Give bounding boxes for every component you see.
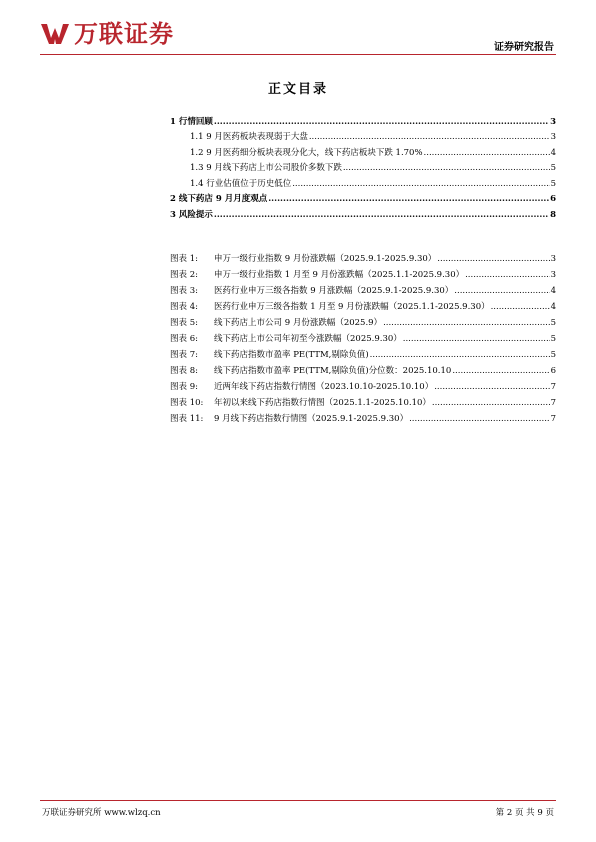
toc-item-page: 3 [550,116,556,127]
toc-item-label: 2 线下药店 9 月月度观点 [170,194,268,204]
figure-page: 4 [550,286,556,296]
report-type-label: 证券研究报告 [494,42,554,53]
brand-name: 万联证券 [74,20,174,48]
leader-dots [370,350,550,360]
figure-number: 图表 7: [170,350,198,360]
figure-number: 图表 8: [170,366,198,376]
toc-item-label: 1.2 9 月医药细分板块表现分化大，线下药店板块下跌 1.70% [190,147,423,158]
toc-item[interactable] [170,189,556,205]
figure-list [170,248,556,424]
brand-logo [40,22,174,46]
leader-dots [403,334,550,344]
figure-page: 7 [550,414,556,424]
leader-dots [409,414,549,424]
figure-page: 4 [550,302,556,312]
leader-dots [424,148,550,158]
figure-number: 图表 9: [170,382,198,392]
toc-item-label: 1.3 9 月线下药店上市公司股价多数下跌 [190,163,342,173]
figure-item[interactable] [170,376,556,392]
toc-item-label: 1.1 9 月医药板块表现弱于大盘 [190,132,308,142]
figure-title: 近两年线下药店指数行情图（2023.10.10-2025.10.10） [214,382,434,392]
page-header [0,0,596,60]
leader-dots [343,163,550,173]
figure-page: 3 [550,254,556,264]
figure-item[interactable] [170,344,556,360]
figure-page: 7 [550,382,556,392]
figure-page: 6 [550,366,556,376]
figure-item[interactable] [170,280,556,296]
leader-dots [268,194,549,204]
figure-item[interactable] [170,248,556,264]
figure-page: 5 [550,334,556,344]
figure-title: 申万一级行业指数 9 月份涨跌幅（2025.9.1-2025.9.30） [214,254,437,264]
toc-item[interactable] [170,204,556,220]
toc-title: 正文目录 [267,82,328,97]
figure-title: 9 月线下药店指数行情图（2025.9.1-2025.9.30） [214,414,409,424]
leader-dots [437,254,549,264]
figure-title: 年初以来线下药店指数行情图（2025.1.1-2025.10.10） [214,398,431,408]
figure-title: 申万一级行业指数 1 月至 9 月份涨跌幅（2025.1.1-2025.9.30） [214,270,465,280]
leader-dots [309,132,550,142]
toc-item[interactable] [170,173,556,189]
figure-page: 7 [550,398,556,408]
leader-dots [465,270,549,280]
figure-number: 图表 10: [170,398,204,408]
toc-item[interactable] [170,127,556,143]
figure-item[interactable] [170,264,556,280]
leader-dots [452,366,549,376]
figure-number: 图表 4: [170,302,198,312]
toc-item-label: 1 行情回顾 [170,116,213,127]
figure-page: 3 [550,270,556,280]
toc-item-page: 4 [550,147,556,158]
figure-item[interactable] [170,312,556,328]
figure-title: 线下药店指数市盈率 PE(TTM,剔除负值) [214,350,369,360]
toc-item-page: 6 [550,194,556,204]
figure-title: 医药行业申万三级各指数 1 月至 9 月份涨跌幅（2025.1.1-2025.9.30） [214,302,490,312]
figure-page: 5 [550,350,556,360]
figure-number: 图表 1: [170,254,198,264]
toc-item[interactable] [170,111,556,127]
leader-dots [491,302,550,312]
figure-item[interactable] [170,328,556,344]
page-number: 第 2 页 共 9 页 [495,808,554,818]
figure-title: 线下药店上市公司 9 月份涨跌幅（2025.9） [214,318,383,328]
footer-institute: 万联证券研究所 www.wlzq.cn [42,808,161,818]
figure-title: 医药行业申万三级各指数 9 月涨跌幅（2025.9.1-2025.9.30） [214,286,454,296]
leader-dots [292,179,549,189]
figure-number: 图表 11: [170,414,204,424]
figure-number: 图表 6: [170,334,198,344]
leader-dots [214,210,549,220]
leader-dots [383,318,550,328]
brand-logo-mark-icon [40,22,70,46]
toc-item-page: 5 [550,163,556,173]
figure-item[interactable] [170,408,556,424]
footer-divider [40,800,556,801]
figure-page: 5 [550,318,556,328]
leader-dots [454,286,549,296]
figure-number: 图表 5: [170,318,198,328]
table-of-contents [170,111,556,220]
header-divider [40,54,556,55]
toc-item-page: 3 [550,132,556,142]
toc-item-label: 1.4 行业估值位于历史低位 [190,178,292,189]
figure-title: 线下药店指数市盈率 PE(TTM,剔除负值)分位数：2025.10.10 [214,366,452,376]
leader-dots [432,398,550,408]
toc-item-page: 8 [550,209,556,220]
toc-item[interactable] [170,158,556,174]
leader-dots [214,117,549,127]
figure-number: 图表 3: [170,286,198,296]
toc-item-label: 3 风险提示 [170,209,213,220]
toc-item-page: 5 [550,178,556,189]
figure-item[interactable] [170,296,556,312]
figure-item[interactable] [170,360,556,376]
figure-item[interactable] [170,392,556,408]
toc-item[interactable] [170,142,556,158]
figure-title: 线下药店上市公司年初至今涨跌幅（2025.9.30） [214,334,402,344]
figure-number: 图表 2: [170,270,198,280]
leader-dots [434,382,549,392]
